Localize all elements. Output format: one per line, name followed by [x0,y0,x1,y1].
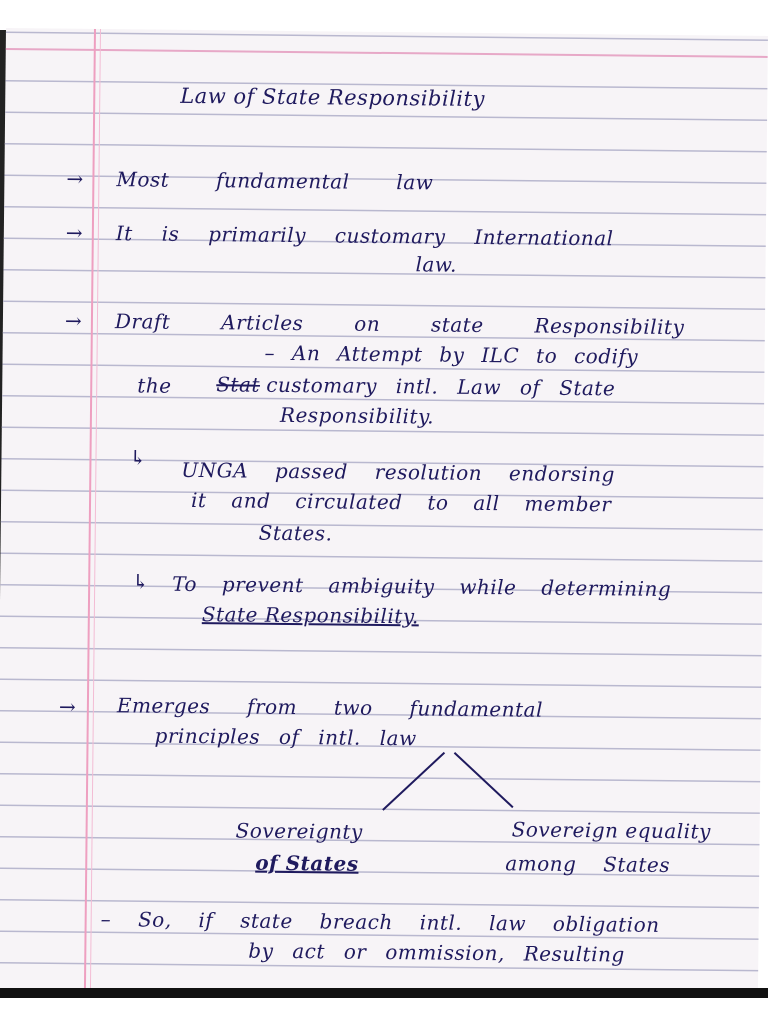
sub-bullet-1-continuation: it and circulated to all member [190,487,612,517]
sub-bullet-1-marker: ↳ [129,445,147,470]
sub-bullet-1-continuation-2: States. [258,520,333,546]
sub-bullet-2-text: To prevent ambiguity while determining [172,571,672,601]
notebook-page [0,28,768,998]
struck-word: Stat [216,372,261,397]
bullet-5-continuation: by act or ommission, Resulting [248,938,625,967]
bullet-4-text: Emerges from two fundamental [116,693,544,722]
right-branch-label-2: among States [505,851,671,877]
right-branch-label-1: Sovereign equality [511,817,712,844]
bullet-1-text: Most fundamental law [116,167,434,195]
bullet-3-continuation: – An Attempt by ILC to codify [264,340,639,369]
sub-bullet-1-text: UNGA passed resolution endorsing [181,457,616,487]
sub-bullet-2-marker: ↳ [132,569,150,594]
left-branch-line [383,752,445,811]
bullet-3-continuation-3: Responsibility. [279,402,435,429]
left-branch-label-1: Sovereignty [235,818,363,844]
bullet-3-the: the [137,373,172,398]
bullet-1-arrow: → [66,166,84,191]
bullet-3-continuation-2: customary intl. Law of State [266,372,616,401]
bottom-edge-shadow [0,988,768,998]
bullet-2-text: It is primarily customary International [115,221,614,251]
left-branch-label-2: of States [255,850,359,876]
bullet-4-continuation: principles of intl. law [154,723,417,751]
right-branch-line [454,753,514,808]
bullet-3-arrow: → [64,308,83,333]
page-title: Law of State Responsibility [180,83,486,112]
sub-bullet-2-continuation: State Responsibility. [201,602,419,629]
bullet-2-arrow: → [65,220,84,245]
bullet-4-arrow: → [58,694,77,719]
bullet-3-text: Draft Articles on state Responsibility [114,309,685,340]
bullet-2-continuation: law. [415,252,458,277]
bullet-5-text: – So, if state breach intl. law obligation [100,907,660,937]
